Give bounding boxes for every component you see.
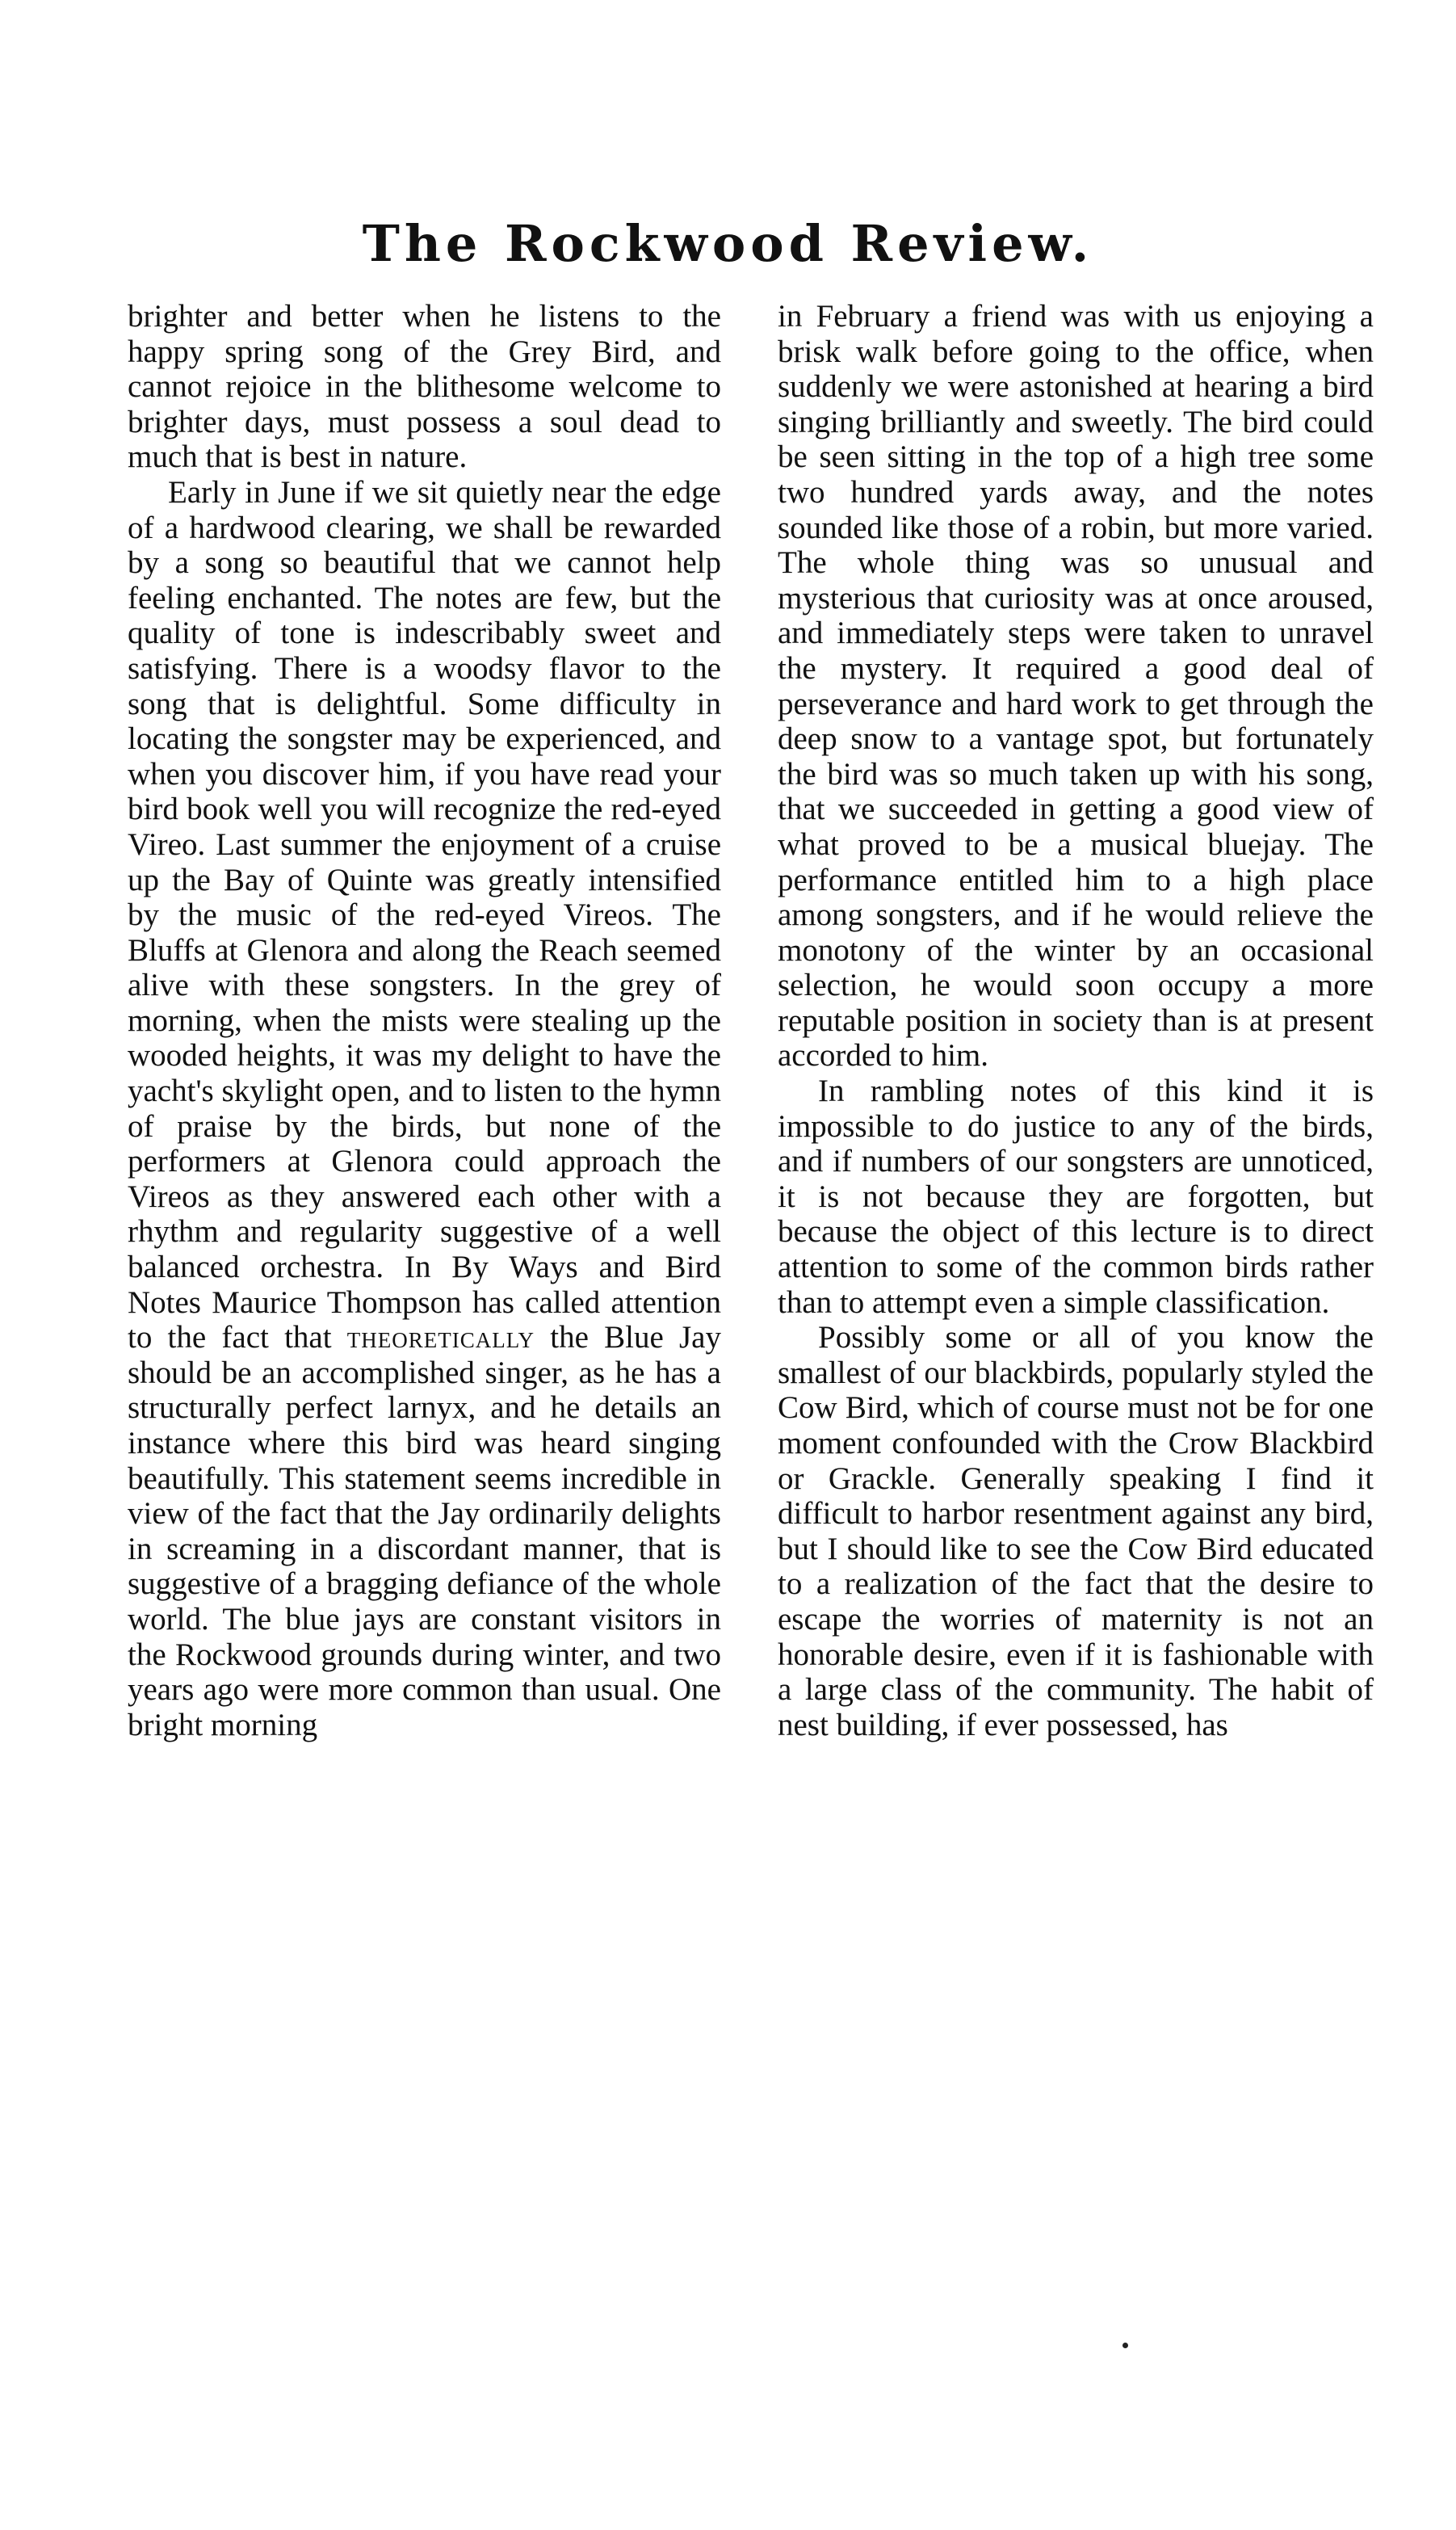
right-paragraph-2: In rambling notes of this kind it is impossible to do justice to any of the birds, and if numbers of our songsters are unnoticed, it is not because they are forgotten, but because the object of this lecture is to direct attention to some of the common birds rather than to attempt even a simple classification.	[778, 1074, 1374, 1320]
left-paragraph-2-smallcaps: theoretically	[346, 1320, 535, 1355]
left-paragraph-2-end: the Blue Jay should be an accomplished singer, as he has a structurally perfect larnyx, and he details an instance where this bird was heard singing beautifully. This statement seems incredible in view of the fact that the Jay ordinarily delights in screaming in a discordant manner, that is suggestive of a bragging defiance of the whole world. The blue jays are constant visitors in the Rockwood grounds during winter, and two years ago were more common than usual. One bright morning	[128, 1320, 721, 1742]
left-column	[128, 299, 721, 1742]
page-speck	[1122, 2343, 1128, 2348]
right-paragraph-3: Possibly some or all of you know the smallest of our blackbirds, popularly styled the Cow Bird, which of course must not be for one moment confounded with the Crow Blackbird or Grackle. Generally speaking I find it difficult to harbor resentment against any bird, but I should like to see the Cow Bird educated to a realization of the fact that the desire to escape the worries of maternity is not an honorable desire, even if it is fashionable with a large class of the community. The habit of nest building, if ever possessed, has	[778, 1320, 1374, 1742]
page-header-title: The Rockwood Review.	[362, 214, 1094, 273]
right-column	[778, 299, 1374, 1742]
left-paragraph-2-text: Early in June if we sit quietly near the edge of a hardwood clearing, we shall be rewarded by a song so beautiful that we cannot help feeling enchanted. The notes are few, but the quality of tone is indescribably sweet and satisfying. There is a woodsy flavor to the song that is delightful. Some difficulty in locating the songster may be experienced, and when you discover him, if you have read your bird book well you will recognize the red-eyed Vireo. Last summer the enjoyment of a cruise up the Bay of Quinte was greatly intensified by the music of the red-eyed Vireos. The Bluffs at Glenora and along the Reach seemed alive with these songsters. In the grey of morning, when the mists were stealing up the wooded heights, it was my delight to have the yacht's skylight open, and to listen to the hymn of praise by the birds, but none of the performers at Glenora could approach the Vireos as they answered each other with a rhythm and regularity suggestive of a well balanced orchestra. In By Ways and Bird Notes Maurice Thompson has called attention to the fact that	[128, 474, 721, 1355]
left-paragraph-2	[128, 475, 721, 1742]
left-paragraph-1: brighter and better when he listens to the happy spring song of the Grey Bird, and cannot rejoice in the blithesome welcome to brighter days, must possess a soul dead to much that is best in nature.	[128, 299, 721, 475]
right-paragraph-1: in February a friend was with us enjoying a brisk walk before going to the office, when suddenly we were astonished at hearing a bird singing brilliantly and sweetly. The bird could be seen sitting in the top of a high tree some two hundred yards away, and the notes sounded like those of a robin, but more varied. The whole thing was so unusual and mysterious that curiosity was at once aroused, and immediately steps were taken to unravel the mystery. It required a good deal of perseverance and hard work to get through the deep snow to a vantage spot, but fortunately the bird was so much taken up with his song, that we succeeded in getting a good view of what proved to be a musical bluejay. The performance entitled him to a high place among songsters, and if he would relieve the monotony of the winter by an occasional selection, he would soon occupy a more reputable position in society than is at present accorded to him.	[778, 299, 1374, 1074]
